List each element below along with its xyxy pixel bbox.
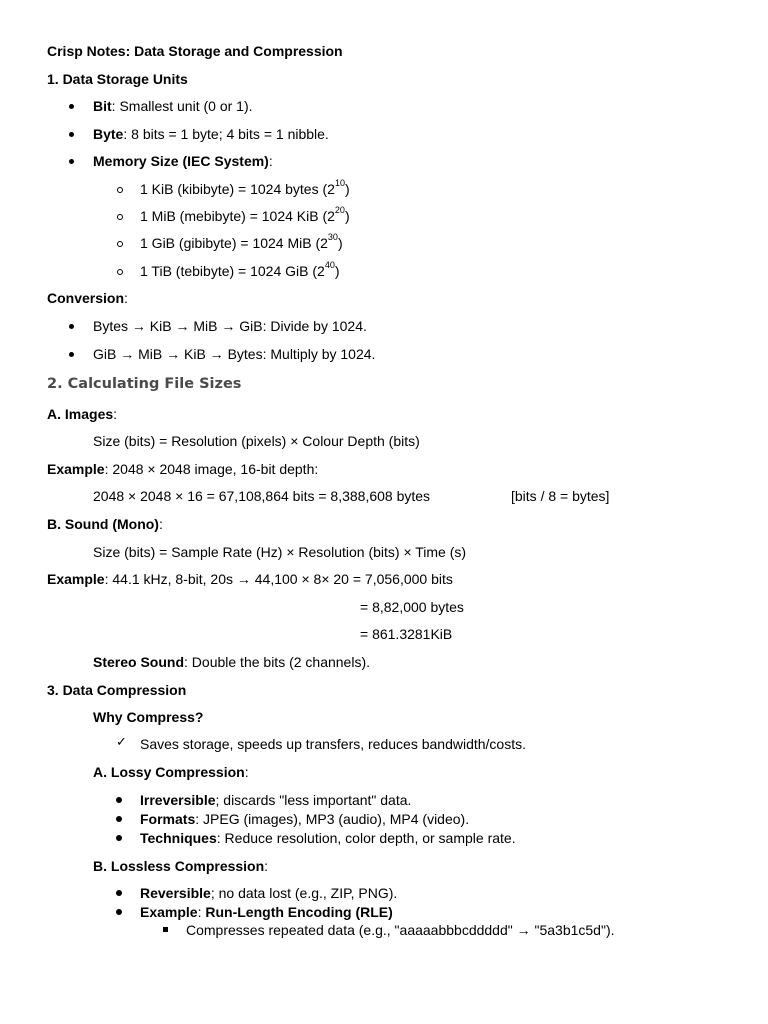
bullet-icon	[69, 132, 74, 137]
term-example: Example	[47, 571, 105, 587]
image-example	[47, 460, 318, 478]
lossless-colon: :	[264, 858, 269, 874]
example-colon: :	[197, 904, 206, 920]
term-rle: Run-Length Encoding (RLE)	[205, 904, 393, 920]
sub-item-text: 1 GiB (gibibyte) = 1024 MiB (2	[140, 235, 328, 251]
bits-to-bytes-note: [bits / 8 = bytes]	[511, 488, 610, 504]
rle-sub-item: Compresses repeated data (e.g., "aaaaabbbcddddd" → "5a3b1c5d").	[186, 922, 615, 938]
techniques-description: : Reduce resolution, color depth, or sample rate.	[216, 830, 516, 846]
checkmark-icon: ✓	[116, 735, 127, 750]
term-images: A. Images	[47, 406, 114, 422]
term-example: Example	[140, 904, 198, 920]
conversion-item-divide: Bytes → KiB → MiB → GiB: Divide by 1024.	[93, 318, 367, 334]
term-bit: Bit	[93, 98, 112, 114]
hollow-bullet-icon	[117, 187, 123, 193]
sub-item-tib	[140, 262, 340, 280]
term-example: Example	[47, 461, 105, 477]
sound-example-kib: = 861.3281KiB	[360, 626, 453, 642]
exponent: 10	[334, 178, 345, 188]
bit-description: : Smallest unit (0 or 1).	[111, 98, 253, 114]
sound-subheading	[47, 515, 163, 533]
bullet-icon	[116, 835, 122, 841]
term-formats: Formats	[140, 811, 196, 827]
sub-item-mib	[140, 207, 350, 225]
hollow-bullet-icon	[117, 214, 123, 220]
term-conversion: Conversion	[47, 290, 125, 306]
section-1-heading: 1. Data Storage Units	[47, 71, 188, 87]
sound-example	[47, 570, 453, 588]
conversion-colon: :	[124, 290, 128, 306]
image-example-text: : 2048 × 2048 image, 16-bit depth:	[104, 461, 319, 477]
exponent: 20	[334, 205, 345, 215]
conversion-label	[47, 289, 128, 307]
lossless-item-example	[140, 903, 393, 921]
bullet-icon	[116, 909, 122, 915]
bullet-icon	[69, 159, 74, 164]
sub-item-text: 1 MiB (mebibyte) = 1024 KiB (2	[140, 208, 335, 224]
square-bullet-icon	[163, 927, 168, 932]
list-item-byte	[93, 125, 329, 143]
irreversible-description: ; discards "less important" data.	[215, 792, 412, 808]
sound-example-bytes: = 8,82,000 bytes	[360, 599, 464, 615]
lossy-colon: :	[244, 764, 249, 780]
exponent: 40	[324, 260, 335, 270]
sound-example-text: : 44.1 kHz, 8-bit, 20s → 44,100 × 8× 20 = 7,056,000 bits	[104, 571, 453, 587]
section-3-heading: 3. Data Compression	[47, 682, 187, 698]
term-lossy: A. Lossy Compression	[93, 764, 245, 780]
conversion-item-multiply: GiB → MiB → KiB → Bytes: Multiply by 1024.	[93, 346, 376, 362]
document-title: Crisp Notes: Data Storage and Compression	[47, 43, 343, 59]
why-compress-heading: Why Compress?	[93, 709, 204, 725]
term-byte: Byte	[93, 126, 124, 142]
byte-description: : 8 bits = 1 byte; 4 bits = 1 nibble.	[123, 126, 329, 142]
sound-colon: :	[158, 516, 163, 532]
lossy-item-formats	[140, 810, 469, 828]
bullet-icon	[69, 352, 74, 357]
list-item-memory-size	[93, 152, 273, 170]
reversible-description: ; no data lost (e.g., ZIP, PNG).	[210, 885, 398, 901]
term-sound-mono: B. Sound (Mono)	[47, 516, 159, 532]
exponent: 30	[327, 232, 338, 242]
hollow-bullet-icon	[117, 241, 123, 247]
stereo-sound-note	[93, 653, 370, 671]
why-compress-item: Saves storage, speeds up transfers, reduces bandwidth/costs.	[140, 736, 526, 752]
stereo-description: : Double the bits (2 channels).	[184, 654, 371, 670]
closing-paren: )	[344, 208, 350, 224]
lossless-item-reversible	[140, 884, 397, 902]
closing-paren: )	[344, 181, 350, 197]
images-colon: :	[113, 406, 118, 422]
sub-item-text: 1 KiB (kibibyte) = 1024 bytes (2	[140, 181, 335, 197]
term-techniques: Techniques	[140, 830, 217, 846]
closing-paren: )	[337, 235, 343, 251]
hollow-bullet-icon	[117, 269, 123, 275]
sound-formula: Size (bits) = Sample Rate (Hz) × Resolution (bits) × Time (s)	[93, 544, 467, 560]
list-item-bit	[93, 97, 253, 115]
term-lossless: B. Lossless Compression	[93, 858, 265, 874]
images-formula: Size (bits) = Resolution (pixels) × Colour Depth (bits)	[93, 433, 420, 449]
lossy-subheading	[93, 763, 249, 781]
lossy-item-irreversible	[140, 791, 411, 809]
lossy-item-techniques	[140, 829, 516, 847]
image-example-calculation: 2048 × 2048 × 16 = 67,108,864 bits = 8,388,608 bytes	[93, 488, 431, 504]
bullet-icon	[116, 890, 122, 896]
sub-item-gib	[140, 234, 343, 252]
bullet-icon	[116, 797, 122, 803]
sub-item-kib	[140, 180, 350, 198]
closing-paren: )	[334, 263, 340, 279]
section-2-heading: 2. Calculating File Sizes	[47, 376, 242, 392]
bullet-icon	[69, 324, 74, 329]
term-memory-size: Memory Size (IEC System)	[93, 153, 269, 169]
term-stereo-sound: Stereo Sound	[93, 654, 185, 670]
term-irreversible: Irreversible	[140, 792, 216, 808]
bullet-icon	[116, 816, 122, 822]
images-subheading	[47, 405, 117, 423]
lossless-subheading	[93, 857, 268, 875]
term-reversible: Reversible	[140, 885, 211, 901]
sub-item-text: 1 TiB (tebibyte) = 1024 GiB (2	[140, 263, 325, 279]
bullet-icon	[69, 104, 74, 109]
formats-description: : JPEG (images), MP3 (audio), MP4 (video).	[195, 811, 470, 827]
memory-size-colon: :	[268, 153, 273, 169]
